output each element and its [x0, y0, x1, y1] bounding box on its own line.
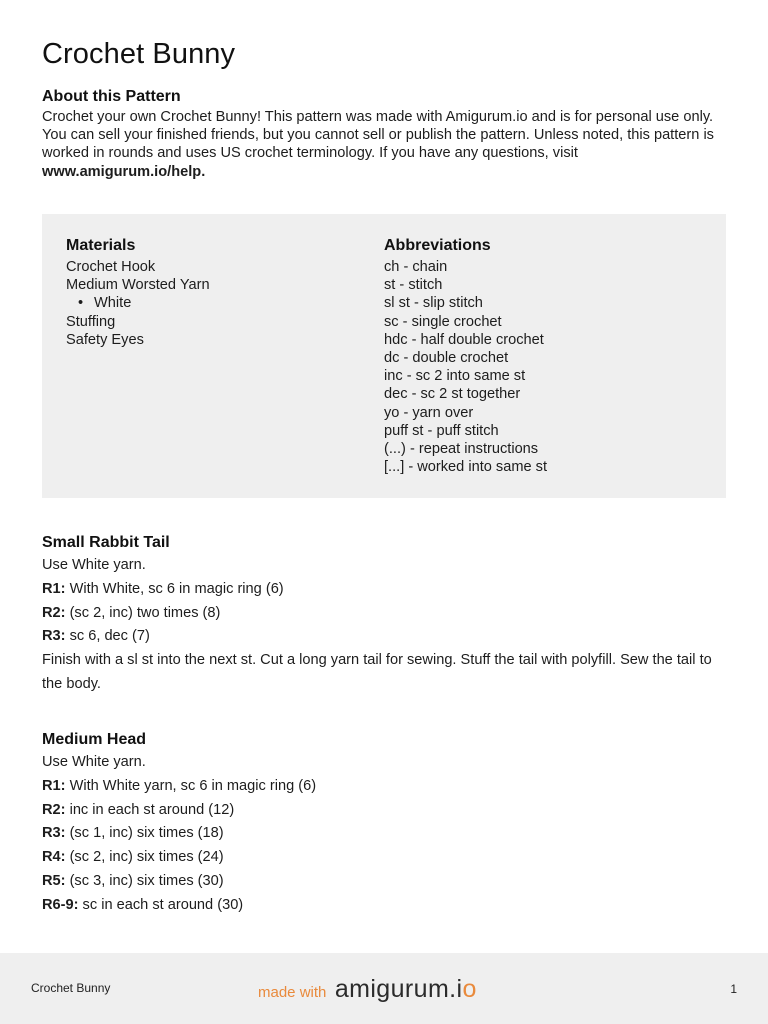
pattern-row — [42, 822, 732, 846]
section-heading: Small Rabbit Tail — [42, 534, 170, 551]
pattern-row — [42, 894, 732, 918]
row-label: R1: — [42, 777, 66, 794]
abbreviation-item: ch - chain — [384, 259, 448, 275]
row-text: sc 6, dec (7) — [65, 628, 150, 645]
amigurum-logo — [258, 975, 477, 1004]
row-label: R2: — [42, 801, 66, 818]
footer-title: Crochet Bunny — [31, 981, 111, 995]
section-medium-head — [42, 729, 732, 918]
row-text: (sc 2, inc) six times (24) — [65, 849, 224, 866]
section-intro: Use White yarn. — [42, 557, 146, 573]
about-text — [42, 108, 732, 181]
page-footer — [0, 953, 768, 1024]
row-text: With White yarn, sc 6 in magic ring (6) — [65, 777, 317, 794]
pattern-row — [42, 625, 732, 649]
brand-name — [335, 975, 477, 1003]
abbreviations-list — [384, 258, 547, 476]
pattern-row — [42, 602, 732, 626]
pattern-row — [42, 799, 732, 823]
pattern-row — [42, 775, 732, 799]
row-text: (sc 2, inc) two times (8) — [65, 604, 221, 621]
yarn-color-list — [66, 294, 210, 312]
about-body: Crochet your own Crochet Bunny! This pattern was made with Amigurum.io and is for personal use only. You can sell your finished friends, but you cannot sell or publish the pattern. Unless noted, this pattern is worked in rounds and uses US crochet terminology. If you have any questions, visit — [42, 109, 714, 162]
abbreviation-item: dec - sc 2 st together — [384, 386, 521, 403]
page-title: Crochet Bunny — [42, 38, 236, 70]
materials-abbreviations-panel — [42, 214, 726, 498]
row-text: inc in each st around (12) — [65, 801, 235, 818]
row-label: R4: — [42, 849, 66, 866]
abbreviation-item: (...) - repeat instructions — [384, 441, 539, 458]
materials-column — [66, 236, 210, 349]
materials-heading: Materials — [66, 237, 136, 254]
abbreviation-item: sc - single crochet — [384, 313, 502, 330]
row-label: R3: — [42, 825, 66, 842]
material-item: Safety Eyes — [66, 331, 144, 348]
abbreviation-item: [...] - worked into same st — [384, 459, 548, 476]
abbreviation-item: dc - double crochet — [384, 350, 509, 367]
pattern-row — [42, 870, 732, 894]
abbreviations-heading: Abbreviations — [384, 237, 491, 254]
material-item: Crochet Hook — [66, 259, 156, 275]
made-with-label: made with — [258, 984, 327, 1001]
row-text: sc in each st around (30) — [78, 896, 244, 913]
yarn-color-item: • White — [94, 294, 210, 312]
row-text: With White, sc 6 in magic ring (6) — [65, 580, 284, 597]
abbreviation-item: inc - sc 2 into same st — [384, 368, 526, 385]
section-heading: Medium Head — [42, 731, 147, 748]
abbreviation-item: hdc - half double crochet — [384, 331, 544, 348]
pattern-row — [42, 846, 732, 870]
row-label: R2: — [42, 604, 66, 621]
abbreviations-column — [384, 236, 547, 476]
section-small-rabbit-tail — [42, 532, 732, 697]
materials-list — [66, 258, 210, 349]
row-label: R5: — [42, 872, 66, 889]
row-text: (sc 3, inc) six times (30) — [65, 872, 224, 889]
row-label: R3: — [42, 628, 66, 645]
page-number: 1 — [730, 982, 737, 996]
abbreviation-item: sl st - slip stitch — [384, 295, 483, 312]
help-link[interactable]: www.amigurum.io/help. — [42, 163, 206, 180]
brand-name-accent: o — [462, 975, 477, 1003]
section-intro: Use White yarn. — [42, 754, 146, 770]
pattern-row — [42, 578, 732, 602]
row-label: R1: — [42, 580, 66, 597]
brand-name-main: amigurum.i — [334, 975, 463, 1003]
abbreviation-item: puff st - puff stitch — [384, 422, 499, 439]
abbreviation-item: yo - yarn over — [384, 404, 474, 421]
row-label: R6-9: — [42, 896, 79, 913]
about-heading: About this Pattern — [42, 88, 181, 105]
material-item: Medium Worsted Yarn — [66, 277, 210, 294]
material-subitem-wrapper — [66, 294, 210, 312]
section-outro: Finish with a sl st into the next st. Cut a long yarn tail for sewing. Stuff the tail with polyfill. Sew the tail to the body. — [42, 652, 712, 692]
row-text: (sc 1, inc) six times (18) — [65, 825, 224, 842]
abbreviation-item: st - stitch — [384, 277, 443, 294]
material-item: Stuffing — [66, 313, 116, 330]
